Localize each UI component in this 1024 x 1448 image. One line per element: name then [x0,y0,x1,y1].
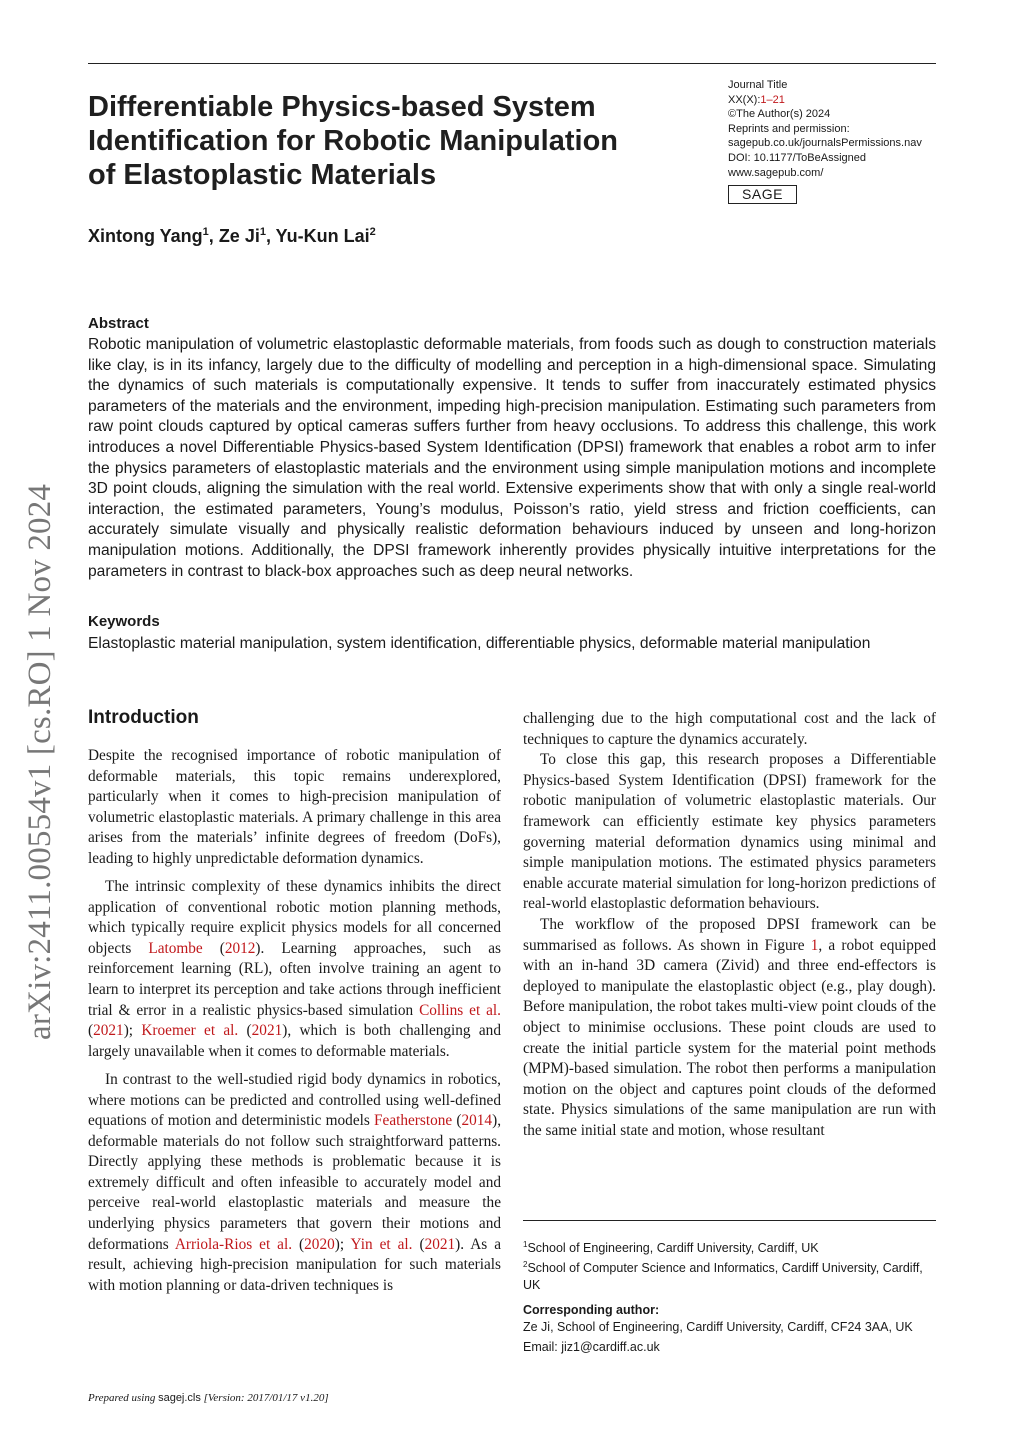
keywords-heading: Keywords [88,613,160,630]
paragraph: Despite the recognised importance of robotic manipulation of deformable materials, this topic remains underexplored, particularly when it comes to high-precision manipulation of volumetric elastoplastic materials. A primary challenge in this area arises from the materials’ infinite degrees of freedom (DoFs), leading to highly unpredictable deformation dynamics. [88,747,501,867]
right-column [523,709,936,1141]
journal-issue: XX(X):1–21 [728,93,785,106]
citation-link[interactable]: Arriola-Rios et al. [174,1235,293,1253]
reprints-label: Reprints and permission: [728,122,850,135]
paragraph: challenging due to the high computational cost and the lack of techniques to capture the dynamics accurately. [523,710,936,748]
author-name: Yu-Kun Lai [275,226,370,246]
reprints-url: sagepub.co.uk/journalsPermissions.nav [728,137,922,150]
paragraph: The workflow of the proposed DPSI framework can be summarised as follows. As shown in Figure 1, a robot equipped with an in-hand 3D camera (Zivid) and three end-effectors is deployed to manipulate the elastoplastic object (e.g., play dough). Before manipulation, the robot takes multi-view point clouds of the object to minimise occlusions. These point clouds are used to create the initial particle system for the material point methods (MPM)-based simulation. The robot then performs a manipulation motion on the object and captures point clouds of the deformed state. Physics simulations of the same manipulation are run with the same initial state and motion, whose resultant [523,915,936,1139]
citation-year-link[interactable]: 2021 [251,1022,283,1040]
citation-link[interactable]: Latombe [148,939,203,957]
journal-title: Journal Title [728,79,788,91]
abstract-heading: Abstract [88,315,149,332]
affiliation-2: $^2$School of Computer Science and Informatics, Cardiff University, Cardiff, UK [523,1259,923,1292]
citation-year-link[interactable]: 2014 [461,1112,493,1130]
sage-logo: SAGE [728,185,797,204]
keywords-text: Elastoplastic material manipulation, system identification, differentiable physics, deformable material manipulation [88,635,871,652]
arxiv-sidebar-stamp: arXiv:2411.00554v1 [cs.RO] 1 Nov 2024 [22,483,58,1040]
corresponding-author-email: Email: jiz1@cardiff.ac.uk [523,1340,660,1354]
author-list: Xintong Yang$^1$, Ze Ji$^1$, Yu-Kun Lai$^2$ [88,226,376,246]
copyright: ©The Author(s) 2024 [728,108,831,121]
page-footer: Prepared using sagej.cls [Version: 2017/01/17 v1.20] [88,1392,329,1404]
citation-link[interactable]: Featherstone [374,1112,453,1130]
affiliation-marker: 1 [259,226,266,238]
author-name: Xintong Yang [88,226,203,246]
affiliation-1: $^1$School of Engineering, Cardiff University, Cardiff, UK [523,1240,819,1256]
citation-year-link[interactable]: 2020 [304,1235,335,1253]
website: www.sagepub.com/ [728,166,824,179]
citation-year-link[interactable]: 2021 [93,1022,124,1040]
citation-link[interactable]: Yin et al. [350,1235,413,1253]
corresponding-author-address: Ze Ji, School of Engineering, Cardiff University, Cardiff, CF24 3AA, UK [523,1320,913,1334]
author-name: Ze Ji [218,226,260,246]
paper-title: Differentiable Physics-based System Identification for Robotic Manipulation of Elastoplastic Materials [88,91,619,191]
affiliation-footnotes [523,1237,936,1293]
left-column [88,746,501,1296]
paragraph: In contrast to the well-studied rigid body dynamics in robotics, where motions can be predicted and controlled using well-defined equations of motion and deterministic models Featherstone (2014), deformable materials do not follow such straightforward patterns. Directly applying these methods is problematic because it is extremely difficult and often infeasible to accurately model and perceive real-world elastoplastic materials and measure the underlying physics parameters that govern their motions and deformations Arriola-Rios et al. (2020); Yin et al. (2021). As a result, achieving high-precision manipulation for such materials with motion planning or data-driven techniques is [88,1070,502,1294]
figure-link[interactable]: 1 [810,936,819,954]
journal-meta [728,78,922,180]
paragraph: The intrinsic complexity of these dynamics inhibits the direct application of conventional robotic motion planning methods, which typically require explicit physics models for all concerned objects Latombe (2012). Learning approaches, such as reinforcement learning (RL), often involve training an agent to learn to interpret its perception and take actions through inefficient trial & error in a realistic physics-based simulation Collins et al. (2021); Kroemer et al. (2021), which is both challenging and largely unavailable when it comes to deformable materials. [88,878,501,1060]
paragraph: To close this gap, this research proposes a Differentiable Physics-based System Identification (DPSI) framework for the robotic manipulation of volumetric elastoplastic materials. Our framework can efficiently estimate key physics parameters governing material deformation dynamics using minimal and simple manipulation motions. The estimated physics parameters enable accurate material simulation for long-horizon predictions of real-world elastoplastic deformation behaviours. [523,751,936,913]
citation-link[interactable]: Kroemer et al. [141,1022,239,1040]
affiliation-marker: 1 [202,226,209,238]
citation-year-link[interactable]: 2012 [224,939,256,957]
top-rule [88,63,936,64]
citation-link[interactable]: Collins et al. [419,1001,501,1019]
footnote-rule [523,1220,936,1221]
issue-pages-link[interactable]: 1–21 [760,93,785,106]
affiliation-marker: 2 [369,226,376,238]
section-heading-introduction: Introduction [88,707,199,728]
doi: DOI: 10.1177/ToBeAssigned [728,151,866,164]
citation-year-link[interactable]: 2021 [424,1235,456,1253]
abstract-text: Robotic manipulation of volumetric elastoplastic deformable materials, from foods such as dough to construction materials like clay, is in its infancy, largely due to the difficulty of modelling and perception in a high-dimensional space. Simulating the dynamics of such materials is computationally expensive. It tends to suffer from inaccurately estimated physics parameters of the materials and the environment, impeding high-precision manipulation. Estimating such parameters from raw point clouds captured by optical cameras suffers further from heavy occlusions. To address this challenge, this work introduces a novel Differentiable Physics-based System Identification (DPSI) framework that enables a robot arm to infer the physics parameters of elastoplastic materials and the environment using simple manipulation motions and incomplete 3D point clouds, aligning the simulation with the real world. Extensive experiments show that with only a single real-world interaction, the estimated parameters, Young’s modulus, Poisson’s ratio, yield stress and friction coefficients, can accurately simulate visually and physically realistic deformation behaviours induced by unseen and long-horizon manipulation motions. Additionally, the DPSI framework inherently provides physically intuitive interpretations for the parameters in contrast to black-box approaches such as deep neural networks. [88,336,936,580]
corresponding-author-heading: Corresponding author: [523,1303,660,1317]
